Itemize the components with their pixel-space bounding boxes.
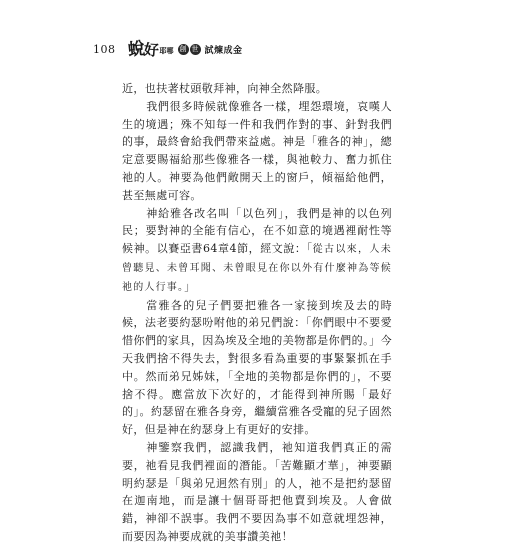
series-badge-1: 創 xyxy=(179,44,187,53)
paragraph-text: 我們很多時候就像雅各一樣，埋怨環境，哀嘆人生的境遇；殊不知每一件和我們作對的事、針對我們的事，最終會給我們帶來益處。神是「雅各的神」，總定意要賜福給那些像雅各一樣，與祂較力、奮力抓住祂的人。神要為他們敞開天上的窗戶，傾福給他們，甚至無處可容。 xyxy=(122,99,392,202)
paragraph-text: 神給雅各改名叫「以色列」，我們是神的以色列民；要對神的全能有信心，在不如意的境遇裡耐性等候神。以賽亞書64章4節，經文說：「 xyxy=(122,206,392,256)
paragraph-text: 近，也扶著杖頭敬拜神，向神全然降服。 xyxy=(122,82,328,95)
book-logo xyxy=(126,38,174,61)
logo-text xyxy=(127,39,159,59)
logo-glyph-1: 蛻 xyxy=(126,38,145,61)
page-header xyxy=(93,36,243,62)
paragraph xyxy=(122,98,392,205)
scripture-quote: 從古以來，人未曾聽見、未曾耳聞、未曾眼見在你以外有什麼神為等候祂的人行事。 xyxy=(122,244,392,293)
logo-glyph-2: 好 xyxy=(142,40,158,60)
paragraph-text: 當雅各的兒子們要把雅各一家接到埃及去的時候，法老要約瑟吩咐他的弟兄們說：「你們眼中不要愛惜你們的家具，因為埃及全地的美物都是你們的。」今天我們捨不得失去，對很多看為重要的事緊緊抓在手中。然而弟兄姊妹，「全地的美物都是你們的」，不要捨不得。應當放下次好的，才能得到神所賜「最好的」。約瑟留在雅各身旁，繼續當雅各受寵的兒子固然好，但是神在約瑟身上有更好的安排。 xyxy=(122,298,392,437)
paragraph-text: 神鑒察我們，認識我們，祂知道我們真正的需要，祂看見我們裡面的潛能。「苦難顯才華」，神要顯明約瑟是「與弟兄迥然有別」的人，祂不是把約瑟留在迦南地，而是讓十個哥哥把他賣到埃及。人會做錯，神卻不誤事。我們不要因為事不如意就埋怨神，而要因為神要成就的美事讚美祂！ xyxy=(122,440,392,543)
paragraph-text-end: 」 xyxy=(184,279,196,293)
paragraph xyxy=(122,439,392,546)
paragraph xyxy=(122,80,392,98)
paragraph xyxy=(122,297,392,439)
page-number: 108 xyxy=(93,42,116,56)
body-text xyxy=(122,80,392,546)
series-badge-2: 世 xyxy=(191,44,199,53)
book-subtitle: 試煉成金 xyxy=(204,45,243,56)
logo-small-text: 耶哪 xyxy=(159,45,174,55)
paragraph xyxy=(122,205,392,297)
